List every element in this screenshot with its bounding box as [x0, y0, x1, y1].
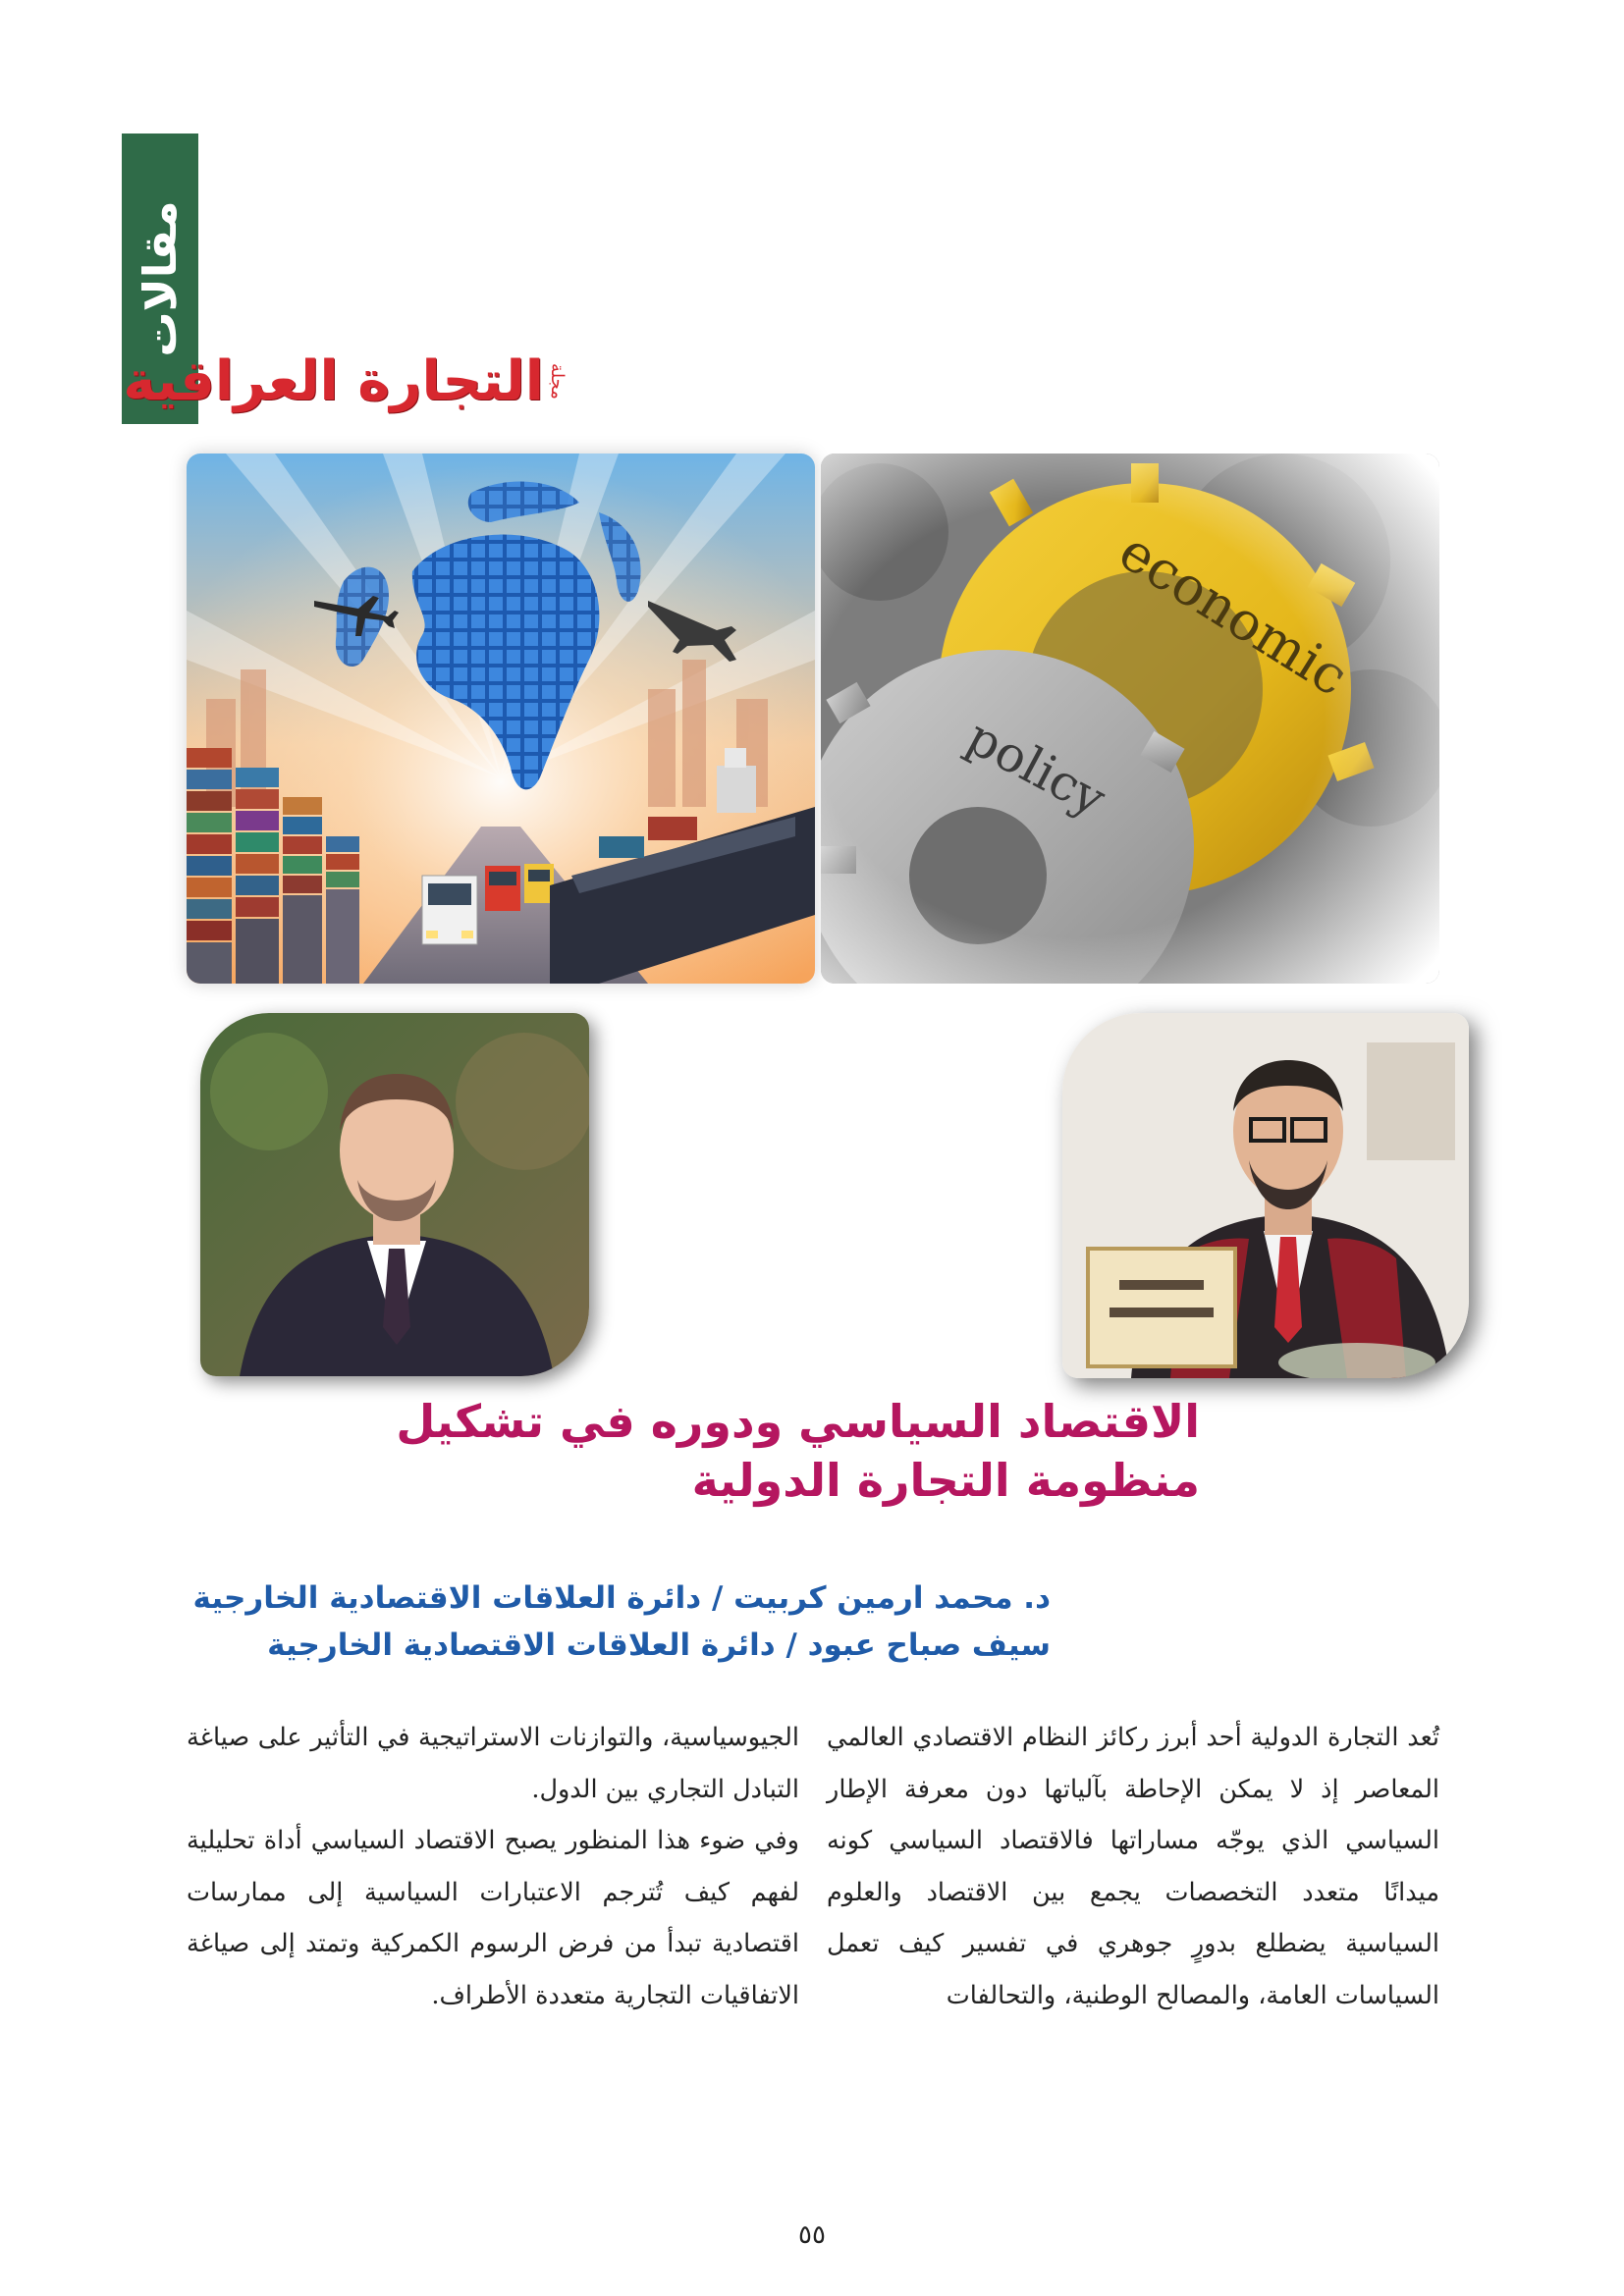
- author-portrait-left: [200, 1013, 589, 1376]
- author-line: سيف صباح عبود / دائرة العلاقات الاقتصادية الخارجية: [267, 1628, 1051, 1663]
- body-column-left: [187, 1712, 799, 2021]
- body-paragraph: الجيوسياسية، والتوازنات الاستراتيجية في التأثير على صياغة التبادل التجاري بين الدول.: [187, 1723, 799, 1804]
- section-tab-label: مقالات: [134, 200, 187, 357]
- magazine-logo-main: التجارة العراقية: [123, 349, 544, 413]
- body-column-right: [827, 1712, 1439, 2021]
- page-number: ٥٥: [798, 2220, 826, 2250]
- magazine-logo-sub: مجلة: [547, 363, 568, 400]
- article-title: [395, 1392, 1200, 1510]
- truck-icon: [422, 876, 477, 944]
- author-line: د. محمد ارمين كربيت / دائرة العلاقات الاقتصادية الخارجية: [192, 1580, 1051, 1616]
- body-paragraph: وفي ضوء هذا المنظور يصبح الاقتصاد السياسي أداة تحليلية لفهم كيف تُترجم الاعتبارات السياسية إلى ممارسات اقتصادية تبدأ من فرض الرسوم الكمركية وتمتد إلى صياغة الاتفاقيات التجارية متعددة الأطراف.: [187, 1826, 799, 2010]
- truck-icon: [524, 864, 554, 903]
- gears-illustration: [821, 454, 1439, 984]
- article-title-line2: منظومة التجارة الدولية: [691, 1454, 1200, 1507]
- magazine-logo: [123, 330, 568, 428]
- body-paragraph: تُعد التجارة الدولية أحد أبرز ركائز النظام الاقتصادي العالمي المعاصر إذ لا يمكن الإحاطة بآلياتها دون معرفة الإطار السياسي الذي يوجّه مساراتها فالاقتصاد السياسي كونه ميدانًا متعدد التخصصات يجمع بين الاقتصاد والعلوم السياسية يضطلع بدورٍ جوهري في تفسير كيف تعمل السياسات العامة، والمصالح الوطنية، والتحالفات: [827, 1723, 1439, 2010]
- author-portrait-right: [1062, 1013, 1469, 1378]
- man-in-gown-illustration: [1062, 1013, 1469, 1378]
- global-trade-illustration: [187, 454, 815, 984]
- article-title-line1: الاقتصاد السياسي ودوره في تشكيل: [396, 1395, 1200, 1448]
- global-trade-image: [187, 454, 815, 984]
- economic-policy-gears-image: [821, 454, 1439, 984]
- man-in-suit-illustration: [200, 1013, 589, 1376]
- truck-icon: [485, 866, 520, 911]
- article-authors: [167, 1575, 1051, 1669]
